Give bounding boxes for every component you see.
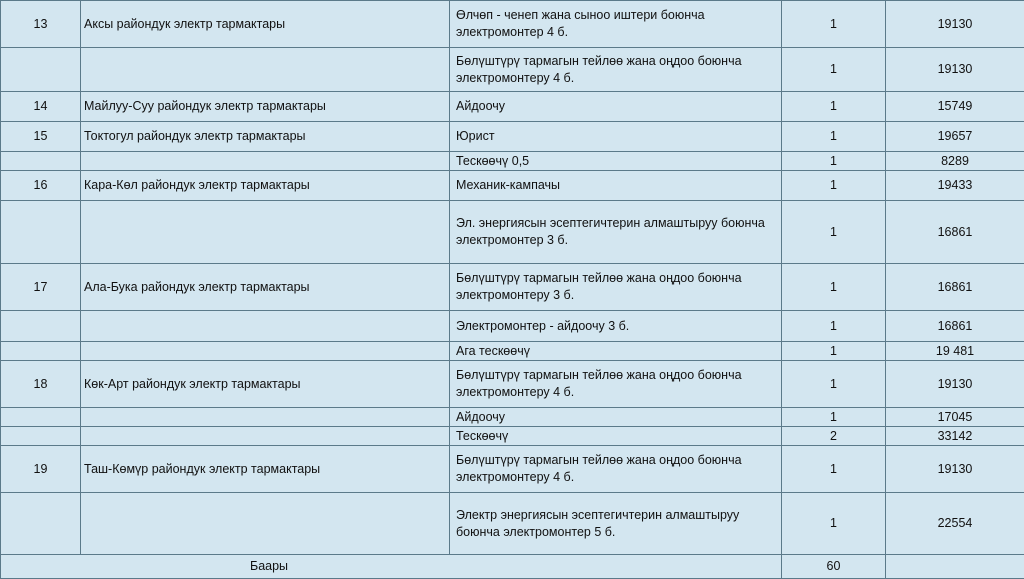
district-name xyxy=(81,152,450,171)
position-title: Ага тескөөчү xyxy=(450,342,782,361)
row-number xyxy=(1,311,81,342)
salary-amount: 16861 xyxy=(886,264,1024,311)
table-row xyxy=(1,342,1024,361)
district-name xyxy=(81,493,450,555)
position-count: 1 xyxy=(782,1,886,48)
position-count: 1 xyxy=(782,311,886,342)
position-title: Эл. энергиясын эсептегичтерин алмаштыруу боюнча электромонтер 3 б. xyxy=(450,201,782,264)
salary-amount: 19130 xyxy=(886,361,1024,408)
district-name: Ала-Бука райондук электр тармактары xyxy=(81,264,450,311)
position-count: 1 xyxy=(782,342,886,361)
salary-amount: 22554 xyxy=(886,493,1024,555)
total-salary-empty xyxy=(886,555,1024,579)
table-row xyxy=(1,122,1024,152)
position-title: Өлчөп - ченеп жана сыноо иштери боюнча электромонтер 4 б. xyxy=(450,1,782,48)
row-number: 13 xyxy=(1,1,81,48)
table-row xyxy=(1,311,1024,342)
salary-amount: 19130 xyxy=(886,1,1024,48)
position-count: 1 xyxy=(782,48,886,92)
position-title: Бөлүштүрү тармагын тейлөө жана оңдоо боюнча электромонтеру 3 б. xyxy=(450,264,782,311)
salary-amount: 19433 xyxy=(886,171,1024,201)
salary-amount: 16861 xyxy=(886,311,1024,342)
salary-amount: 8289 xyxy=(886,152,1024,171)
row-number: 19 xyxy=(1,446,81,493)
district-name xyxy=(81,201,450,264)
salary-amount: 19 481 xyxy=(886,342,1024,361)
row-number xyxy=(1,201,81,264)
position-title: Бөлүштүрү тармагын тейлөө жана оңдоо боюнча электромонтеру 4 б. xyxy=(450,361,782,408)
position-count: 1 xyxy=(782,171,886,201)
district-name: Кара-Көл райондук электр тармактары xyxy=(81,171,450,201)
salary-amount: 33142 xyxy=(886,427,1024,446)
position-title: Электромонтер - айдоочу 3 б. xyxy=(450,311,782,342)
row-number: 15 xyxy=(1,122,81,152)
table-row xyxy=(1,493,1024,555)
position-count: 1 xyxy=(782,361,886,408)
row-number xyxy=(1,493,81,555)
position-count: 1 xyxy=(782,92,886,122)
salary-amount: 17045 xyxy=(886,408,1024,427)
salary-amount: 19657 xyxy=(886,122,1024,152)
table-row xyxy=(1,201,1024,264)
table-row xyxy=(1,152,1024,171)
table-row xyxy=(1,361,1024,408)
district-name xyxy=(81,48,450,92)
table-body xyxy=(1,1,1024,579)
position-title: Бөлүштүрү тармагын тейлөө жана оңдоо боюнча электромонтеру 4 б. xyxy=(450,446,782,493)
position-count: 1 xyxy=(782,408,886,427)
position-title: Тескөөчү 0,5 xyxy=(450,152,782,171)
table-row xyxy=(1,446,1024,493)
position-count: 1 xyxy=(782,122,886,152)
table-row xyxy=(1,48,1024,92)
total-row xyxy=(1,555,1024,579)
position-title: Айдоочу xyxy=(450,92,782,122)
district-name xyxy=(81,427,450,446)
district-name xyxy=(81,408,450,427)
district-name: Аксы райондук электр тармактары xyxy=(81,1,450,48)
district-name: Майлуу-Суу райондук электр тармактары xyxy=(81,92,450,122)
district-name xyxy=(81,342,450,361)
district-name xyxy=(81,311,450,342)
district-name: Таш-Көмүр райондук электр тармактары xyxy=(81,446,450,493)
position-count: 1 xyxy=(782,446,886,493)
position-count: 1 xyxy=(782,201,886,264)
position-title: Тескөөчү xyxy=(450,427,782,446)
district-name: Токтогул райондук электр тармактары xyxy=(81,122,450,152)
table-row xyxy=(1,264,1024,311)
row-number xyxy=(1,342,81,361)
row-number: 14 xyxy=(1,92,81,122)
table-row xyxy=(1,408,1024,427)
position-title: Бөлүштүрү тармагын тейлөө жана оңдоо боюнча электромонтеру 4 б. xyxy=(450,48,782,92)
position-count: 1 xyxy=(782,152,886,171)
salary-amount: 19130 xyxy=(886,48,1024,92)
table-row xyxy=(1,427,1024,446)
position-count: 1 xyxy=(782,264,886,311)
salary-amount: 19130 xyxy=(886,446,1024,493)
table-row xyxy=(1,1,1024,48)
table-row xyxy=(1,171,1024,201)
position-title: Юрист xyxy=(450,122,782,152)
row-number xyxy=(1,408,81,427)
row-number xyxy=(1,152,81,171)
salary-amount: 16861 xyxy=(886,201,1024,264)
position-title: Механик-кампачы xyxy=(450,171,782,201)
table-row xyxy=(1,92,1024,122)
total-label: Баары xyxy=(1,555,782,579)
row-number xyxy=(1,427,81,446)
row-number: 17 xyxy=(1,264,81,311)
total-count: 60 xyxy=(782,555,886,579)
position-title: Электр энергиясын эсептегичтерин алмаштыруу боюнча электромонтер 5 б. xyxy=(450,493,782,555)
position-count: 1 xyxy=(782,493,886,555)
district-name: Көк-Арт райондук электр тармактары xyxy=(81,361,450,408)
position-count: 2 xyxy=(782,427,886,446)
row-number: 16 xyxy=(1,171,81,201)
salary-amount: 15749 xyxy=(886,92,1024,122)
position-title: Айдоочу xyxy=(450,408,782,427)
row-number: 18 xyxy=(1,361,81,408)
row-number xyxy=(1,48,81,92)
